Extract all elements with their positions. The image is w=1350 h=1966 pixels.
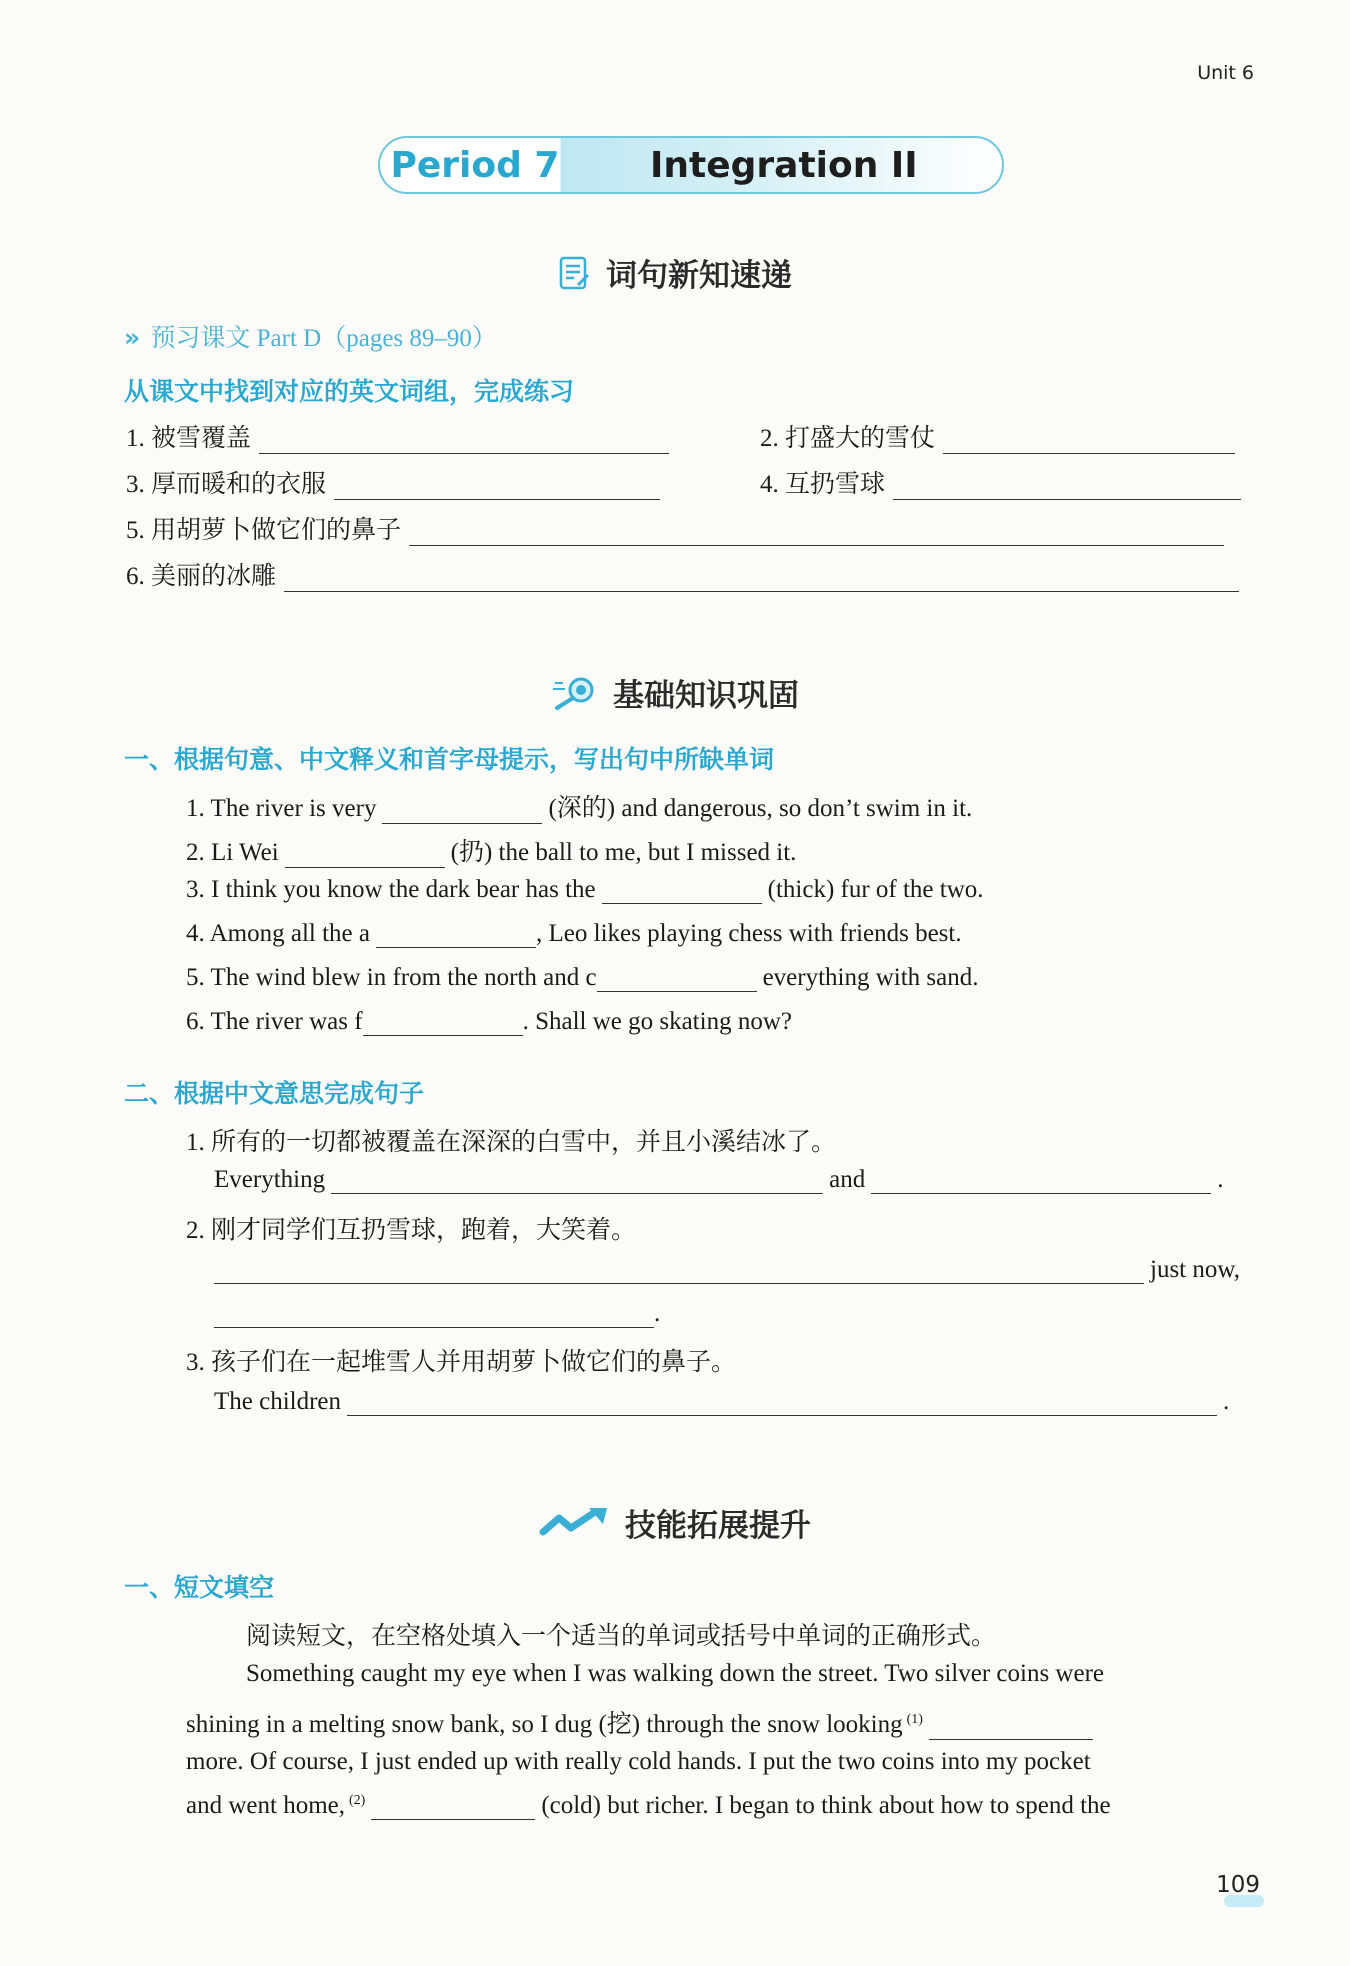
unit-label: Unit 6 — [1197, 62, 1254, 84]
vocab-item: 5. 用胡萝卜做它们的鼻子 — [126, 510, 1224, 546]
answer-blank[interactable] — [382, 799, 542, 824]
answer-blank[interactable] — [929, 1715, 1093, 1740]
section-heading-vocab — [0, 250, 1350, 295]
question: 3. I think you know the dark bear has the (thick) fur of the two. — [186, 876, 984, 903]
vocab-item: 2. 打盛大的雪仗 — [760, 418, 1235, 454]
period-title: Integration II — [650, 144, 918, 186]
passage-line: Something caught my eye when I was walking down the street. Two silver coins were — [246, 1660, 1105, 1687]
question: 6. The river was f . Shall we go skating now? — [186, 1008, 792, 1035]
vocab-instruction: 从课文中找到对应的英文词组，完成练习 — [124, 377, 575, 406]
answer-blank[interactable] — [376, 923, 536, 948]
part-heading: 一、根据句意、中文释义和首字母提示，写出句中所缺单词 — [124, 745, 775, 774]
answer-blank[interactable] — [284, 565, 1239, 592]
vocab-item: 3. 厚而暖和的衣服 — [126, 464, 660, 500]
answer-blank[interactable] — [214, 1303, 654, 1328]
question-answer-line: . — [214, 1300, 660, 1328]
section-heading-skills — [0, 1500, 1350, 1545]
answer-blank[interactable] — [893, 473, 1241, 500]
vocab-item: 6. 美丽的冰雕 — [126, 556, 1239, 592]
answer-blank[interactable] — [602, 879, 762, 904]
section-heading-basics — [0, 670, 1350, 715]
question-chinese: 3. 孩子们在一起堆雪人并用胡萝卜做它们的鼻子。 — [186, 1349, 737, 1376]
question-chinese: 2. 刚才同学们互扔雪球，跑着，大笑着。 — [186, 1217, 637, 1244]
part-heading: 一、短文填空 — [124, 1573, 275, 1602]
answer-blank[interactable] — [943, 427, 1235, 454]
answer-blank[interactable] — [363, 1011, 523, 1036]
answer-blank[interactable] — [409, 519, 1224, 546]
notepad-icon — [558, 255, 592, 291]
period-label: Period 7 — [390, 144, 560, 186]
double-chevron-icon: » — [124, 323, 141, 352]
answer-blank[interactable] — [597, 967, 757, 992]
question-answer-line: The children . — [214, 1388, 1230, 1415]
answer-blank[interactable] — [331, 1169, 823, 1194]
section-title: 词句新知速递 — [606, 258, 792, 294]
preview-note: » 预习课文 Part D（pages 89–90） — [124, 323, 497, 352]
section-title: 基础知识巩固 — [613, 678, 799, 714]
answer-blank[interactable] — [871, 1169, 1211, 1194]
vocab-item: 1. 被雪覆盖 — [126, 418, 669, 454]
passage-line: shining in a melting snow bank, so I dug (挖) through the snow looking $^{(1)}$ — [186, 1704, 1254, 1740]
vocab-item: 4. 互扔雪球 — [760, 464, 1241, 500]
answer-blank[interactable] — [259, 427, 669, 454]
question-chinese: 1. 所有的一切都被覆盖在深深的白雪中，并且小溪结冰了。 — [186, 1129, 837, 1156]
passage-instruction: 阅读短文，在空格处填入一个适当的单词或括号中单词的正确形式。 — [246, 1623, 997, 1650]
magnifier-icon — [551, 675, 599, 711]
question: 5. The wind blew in from the north and c everything with sand. — [186, 964, 979, 991]
answer-blank[interactable] — [347, 1391, 1217, 1416]
question: 1. The river is very (深的) and dangerous, so don’t swim in it. — [186, 795, 973, 822]
blank-marker: (2) — [348, 1792, 366, 1808]
trend-arrow-icon — [539, 1506, 611, 1540]
answer-blank[interactable] — [371, 1795, 535, 1820]
question-answer-line: just now, — [214, 1256, 1240, 1284]
page-number: 109 — [1216, 1872, 1260, 1898]
passage-line: more. Of course, I just ended up with really cold hands. I put the two coins into my pocket — [186, 1748, 1091, 1775]
question: 2. Li Wei (扔) the ball to me, but I missed it. — [186, 839, 797, 866]
section-title: 技能拓展提升 — [625, 1508, 811, 1544]
passage-line: and went home, $^{(2)}$ (cold) but richer. I began to think about how to spend the — [186, 1792, 1111, 1819]
answer-blank[interactable] — [214, 1259, 1144, 1284]
question: 4. Among all the a , Leo likes playing chess with friends best. — [186, 920, 962, 947]
question-answer-line: Everything and . — [214, 1166, 1224, 1193]
answer-blank[interactable] — [285, 843, 445, 868]
blank-marker: (1) — [906, 1711, 923, 1727]
answer-blank[interactable] — [334, 473, 660, 500]
part-heading: 二、根据中文意思完成句子 — [124, 1079, 425, 1108]
period-banner — [378, 136, 1004, 194]
